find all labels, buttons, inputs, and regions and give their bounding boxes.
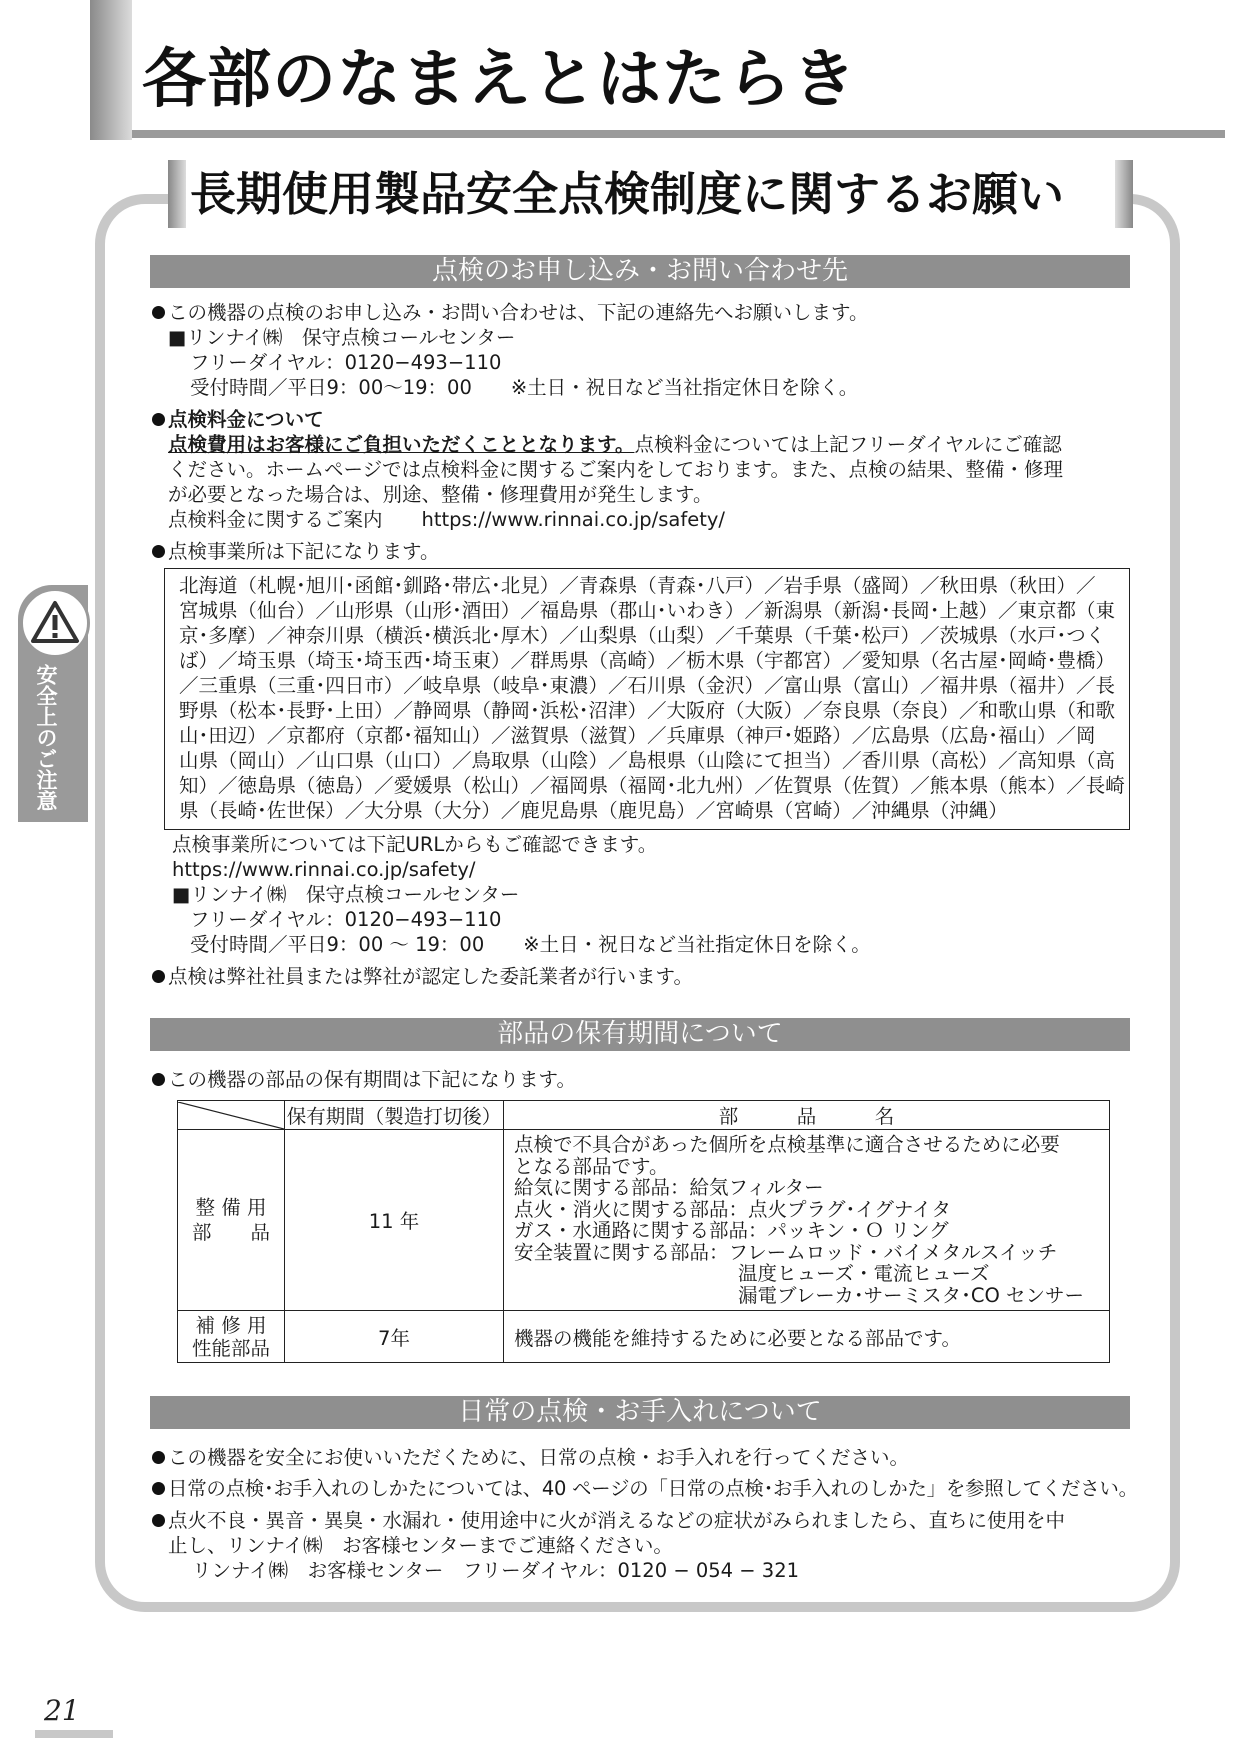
table-row xyxy=(178,1130,1110,1311)
row-label-line: 部 品 xyxy=(191,1221,270,1244)
bullet-icon xyxy=(152,1514,165,1527)
row-period-11: 11 年 xyxy=(285,1130,504,1311)
parts-intro: この機器の部品の保有期間は下記になります。 xyxy=(168,1068,576,1091)
inspection-request-text: この機器の点検のお申し込み・お問い合わせは、下記の連絡先へお願いします。 xyxy=(168,301,869,324)
fee-bold: 点検費用はお客様にご負担いただくこととなります。 xyxy=(168,433,635,456)
office-line: 県（長崎･佐世保）／大分県（大分）／鹿児島県（鹿児島）／宮崎県（宮崎）／沖縄県（沖縄） xyxy=(179,799,1008,822)
fee-line-1 xyxy=(168,432,1062,457)
part-line: 点火・消火に関する部品：点火プラグ･イグナイタ xyxy=(514,1197,951,1221)
part-line: 漏電ブレーカ･サーミスタ･CO センサー xyxy=(738,1283,1084,1307)
warning-icon xyxy=(20,588,90,658)
office-line: 知）／徳島県（徳島）／愛媛県（松山）／福岡県（福岡･北九州）／佐賀県（佐賀）／熊本県（熊本）／長崎 xyxy=(179,774,1125,797)
side-tab-label: 安全上のご注意 xyxy=(34,664,58,811)
row-label-maintenance xyxy=(178,1130,285,1311)
symptom-text-1: 点火不良・異音・異臭・水漏れ・使用途中に火が消えるなどの症状がみられましたら、直ちに使用を中 xyxy=(168,1509,1066,1532)
header-underline xyxy=(132,130,1225,138)
bullet-icon xyxy=(152,1451,165,1464)
row-period-7: 7年 xyxy=(285,1311,504,1363)
section-heading-daily-care: 日常の点検・お手入れについて xyxy=(150,1396,1130,1429)
part-line: 温度ヒューズ・電流ヒューズ xyxy=(738,1262,990,1285)
bullet-icon xyxy=(152,413,165,426)
office-line: 京･多摩）／神奈川県（横浜･横浜北･厚木）／山梨県（山梨）／千葉県（千葉･松戸）／茨城県（水戸･つく xyxy=(179,624,1106,647)
daily-care-text-2: 日常の点検･お手入れのしかたについては、40 ページの「日常の点検･お手入れのしかた」を参照してください。 xyxy=(168,1477,1138,1500)
bullet-icon xyxy=(152,1482,165,1495)
office-line: ／三重県（三重･四日市）／岐阜県（岐阜･東濃）／石川県（金沢）／富山県（富山）／福井県（福井）／長 xyxy=(179,674,1116,697)
contact-name: ■リンナイ㈱ 保守点検コールセンター xyxy=(168,326,516,349)
part-line: となる部品です。 xyxy=(514,1154,669,1178)
inspector-note: 点検は弊社社員または弊社が認定した委託業者が行います。 xyxy=(168,965,693,988)
row-label-line: 補 修 用 xyxy=(195,1313,267,1337)
subtitle: 長期使用製品安全点検制度に関するお願い xyxy=(190,167,1064,221)
page-number-bar xyxy=(35,1730,113,1738)
office-line: 野県（松本･長野･上田）／静岡県（静岡･浜松･沼津）／大阪府（大阪）／奈良県（奈良）／和歌山県（和歌 xyxy=(179,699,1116,722)
office-line: 山県（岡山）／山口県（山口）／鳥取県（山陰）／島根県（山陰にて担当）／香川県（高松）／高知県（高 xyxy=(179,749,1116,772)
part-line: 点検で不具合があった個所を点検基準に適合させるために必要 xyxy=(514,1133,1060,1156)
row-parts-list xyxy=(504,1130,1110,1311)
col-header-name: 部 品 名 xyxy=(504,1101,1110,1130)
office-line: 北海道（札幌･旭川･函館･釧路･帯広･北見）／青森県（青森･八戸）／岩手県（盛岡）／秋田県（秋田）／ xyxy=(179,574,1096,597)
row-repair-text: 機器の機能を維持するために必要となる部品です。 xyxy=(504,1311,1110,1363)
contact2-dial: フリーダイヤル：0120−493−110 xyxy=(190,908,502,931)
offices-intro: 点検事業所は下記になります。 xyxy=(168,540,440,563)
subtitle-box xyxy=(168,160,1133,230)
offices-box xyxy=(164,568,1130,830)
table-corner-cell xyxy=(178,1101,285,1130)
contact-dial: フリーダイヤル：0120−493−110 xyxy=(190,351,502,374)
office-line: 宮城県（仙台）／山形県（山形･酒田）／福島県（郡山･いわき）／新潟県（新潟･長岡･上越）／東京都（東 xyxy=(179,599,1116,622)
col-header-period: 保有期間（製造打切後） xyxy=(285,1101,504,1130)
subtitle-edge-left xyxy=(168,160,186,228)
row-label-line: 性能部品 xyxy=(191,1336,270,1360)
bullet-icon xyxy=(152,306,165,319)
symptom-text-2: 止し、リンナイ㈱ お客様センターまでご連絡ください。 xyxy=(168,1534,673,1557)
customer-center-contact: リンナイ㈱ お客様センター フリーダイヤル：0120 − 054 − 321 xyxy=(192,1559,800,1582)
contact2-hours: 受付時間／平日9：00 〜 19：00 ※土日・祝日など当社指定休日を除く。 xyxy=(190,933,871,956)
table-row xyxy=(178,1311,1110,1363)
daily-care-text-1: この機器を安全にお使いいただくために、日常の点検・お手入れを行ってください。 xyxy=(168,1446,910,1469)
office-line: ば）／埼玉県（埼玉･埼玉西･埼玉東）／群馬県（高崎）／栃木県（宇都宮）／愛知県（名古屋･岡崎･豊橋） xyxy=(179,649,1116,672)
contact-hours: 受付時間／平日9：00〜19：00 ※土日・祝日など当社指定休日を除く。 xyxy=(190,376,859,399)
fee-link[interactable]: 点検料金に関するご案内 https://www.rinnai.co.jp/safety/ xyxy=(168,508,725,531)
offices-url[interactable]: https://www.rinnai.co.jp/safety/ xyxy=(172,858,476,881)
fee-title: 点検料金について xyxy=(168,408,324,431)
part-line: 安全装置に関する部品：フレームロッド・バイメタルスイッチ xyxy=(514,1240,1058,1264)
bullet-icon xyxy=(152,545,165,558)
part-line: 給気に関する部品：給気フィルター xyxy=(514,1176,824,1199)
fee-line-3: が必要となった場合は、別途、整備・修理費用が発生します。 xyxy=(168,483,713,506)
bullet-icon xyxy=(152,970,165,983)
row-label-repair xyxy=(178,1311,285,1363)
url-note: 点検事業所については下記URLからもご確認できます。 xyxy=(172,833,658,856)
section-heading-inspection: 点検のお申し込み・お問い合わせ先 xyxy=(150,255,1130,288)
parts-table xyxy=(177,1100,1110,1363)
row-label-line: 整 備 用 xyxy=(195,1196,267,1219)
office-line: 山･田辺）／京都府（京都･福知山）／滋賀県（滋賀）／兵庫県（神戸･姫路）／広島県（広島･福山）／岡 xyxy=(179,724,1096,747)
page-number: 21 xyxy=(44,1694,80,1727)
table-header-row xyxy=(178,1101,1110,1130)
part-line: ガス・水通路に関する部品：パッキン・Ｏ リング xyxy=(514,1219,949,1242)
subtitle-edge-right xyxy=(1115,160,1133,228)
section-heading-parts: 部品の保有期間について xyxy=(150,1018,1130,1051)
fee-line-2: ください。ホームページでは点検料金に関するご案内をしております。また、点検の結果、整備・修理 xyxy=(168,458,1064,481)
fee-rest: 点検料金については上記フリーダイヤルにご確認 xyxy=(634,433,1062,456)
bullet-icon xyxy=(152,1073,165,1086)
page-header xyxy=(90,0,1225,140)
header-accent xyxy=(90,0,132,140)
contact2-name: ■リンナイ㈱ 保守点検コールセンター xyxy=(172,883,520,906)
page-title: 各部のなまえとはたらき xyxy=(142,43,857,117)
